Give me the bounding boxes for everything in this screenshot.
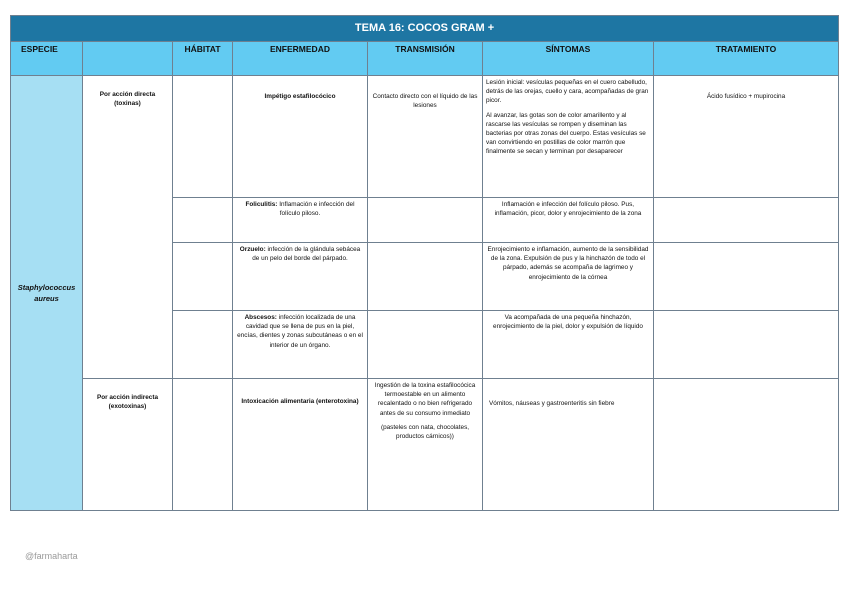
table-row-intoxicacion	[11, 379, 839, 511]
summary-table	[10, 15, 839, 511]
disease-abscesos-desc: infección localizada de una cavidad que se llena de pus en la piel, encías, dientes y zonas subcutáneas o en el interior de un órgano.	[237, 314, 363, 349]
transmission-intoxicacion-main: Ingestión de la toxina estafilocócica termoestable en un alimento recalentado o no bien refrigerado antes de su consumo inmediato	[374, 382, 476, 417]
disease-abscesos	[233, 311, 368, 379]
disease-orzuelo-desc: infección de la glándula sebácea de un pelo del borde del párpado.	[252, 246, 361, 263]
disease-abscesos-name: Abscesos:	[244, 314, 277, 321]
group-indirecta: Por acción indirecta (exotoxinas)	[83, 379, 173, 511]
symptoms-impetigo-advanced: Al avanzar, las gotas son de color amarillento y al rascarse las vesículas se rompen y diseminan las bacterias por otras zonas del cuerpo. Estas vesículas se van convirtiendo en postillas de color marrón que finalmente se secan y terminan por desaparecer	[486, 111, 646, 156]
symptoms-impetigo	[483, 76, 654, 198]
disease-foliculitis-desc: Inflamación e infección del folículo piloso.	[279, 201, 355, 218]
symptoms-impetigo-initial: Lesión inicial: vesículas pequeñas en el cuero cabelludo, detrás de las orejas, cuello y cara, acompañadas de gran picor.	[486, 79, 649, 105]
table-row-impetigo	[11, 76, 839, 198]
transmission-orzuelo	[368, 243, 483, 311]
disease-orzuelo-name: Orzuelo:	[239, 246, 266, 253]
treatment-abscesos	[654, 311, 839, 379]
header-especie: ESPECIE	[11, 42, 83, 76]
species-cell: Staphylococcus aureus	[11, 76, 83, 511]
disease-intoxicacion: Intoxicación alimentaria (enterotoxina)	[233, 379, 368, 511]
disease-foliculitis	[233, 198, 368, 243]
transmission-impetigo: Contacto directo con el líquido de las lesiones	[368, 76, 483, 198]
symptoms-intoxicacion: Vómitos, náuseas y gastroenteritis sin fiebre	[483, 379, 654, 511]
habitat-cell	[173, 243, 233, 311]
disease-orzuelo	[233, 243, 368, 311]
habitat-cell	[173, 76, 233, 198]
table-title: TEMA 16: COCOS GRAM +	[11, 16, 839, 42]
symptoms-abscesos: Va acompañada de una pequeña hinchazón, enrojecimiento de la piel, dolor y expulsión de líquido	[483, 311, 654, 379]
symptoms-foliculitis: Inflamación e infección del folículo piloso. Pus, inflamación, picor, dolor y enrojecimiento de la zona	[483, 198, 654, 243]
summary-sheet	[10, 15, 838, 511]
habitat-cell	[173, 379, 233, 511]
treatment-impetigo: Ácido fusídico + mupirocina	[654, 76, 839, 198]
header-enfermedad: ENFERMEDAD	[233, 42, 368, 76]
header-blank	[83, 42, 173, 76]
habitat-cell	[173, 198, 233, 243]
transmission-abscesos	[368, 311, 483, 379]
author-watermark: @farmaharta	[25, 551, 78, 561]
transmission-foliculitis	[368, 198, 483, 243]
group-directa: Por acción directa (toxinas)	[83, 76, 173, 379]
habitat-cell	[173, 311, 233, 379]
header-sintomas: SÍNTOMAS	[483, 42, 654, 76]
header-tratamiento: TRATAMIENTO	[654, 42, 839, 76]
treatment-orzuelo	[654, 243, 839, 311]
transmission-intoxicacion	[368, 379, 483, 511]
symptoms-orzuelo: Enrojecimiento e inflamación, aumento de la sensibilidad de la zona. Expulsión de pus y la hinchazón de todo el párpado, además se acompaña de lagrimeo y enrojecimiento de la córnea	[483, 243, 654, 311]
header-transmision: TRANSMISIÓN	[368, 42, 483, 76]
treatment-intoxicacion	[654, 379, 839, 511]
disease-impetigo: Impétigo estafilocócico	[233, 76, 368, 198]
header-habitat: HÁBITAT	[173, 42, 233, 76]
disease-foliculitis-name: Foliculitis:	[245, 201, 278, 208]
transmission-intoxicacion-examples: (pasteles con nata, chocolates, productos cárnicos))	[380, 423, 470, 441]
treatment-foliculitis	[654, 198, 839, 243]
